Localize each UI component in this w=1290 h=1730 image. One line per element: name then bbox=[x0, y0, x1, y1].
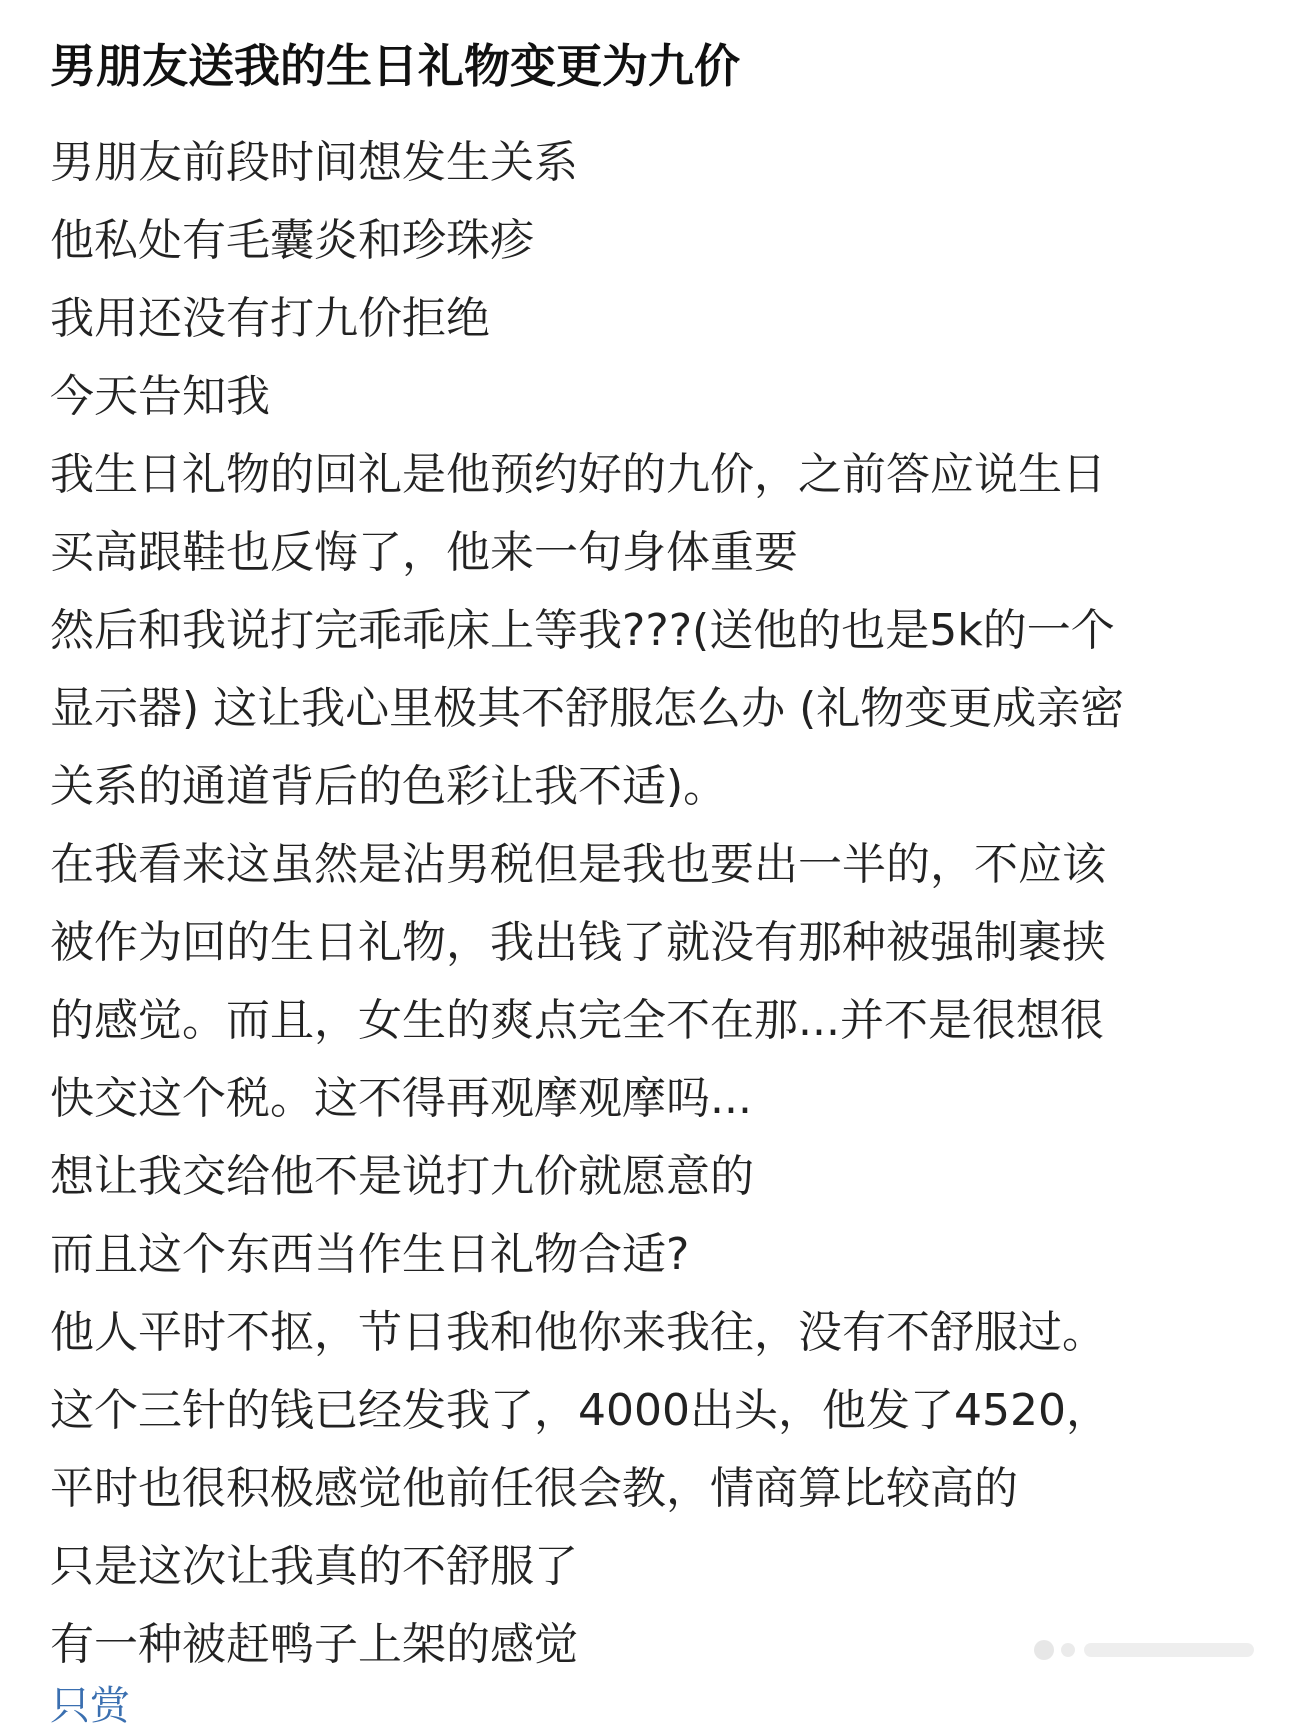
post bbox=[50, 30, 1250, 1684]
post-line: 只是这次让我真的不舒服了 bbox=[50, 1541, 578, 1592]
post-line: 想让我交给他不是说打九价就愿意的 bbox=[50, 1151, 754, 1202]
post-line: 关系的通道背后的色彩让我不适)。 bbox=[50, 761, 728, 812]
post-line: 的感觉。而且，女生的爽点完全不在那...并不是很想很 bbox=[50, 995, 1104, 1046]
watermark-logo bbox=[1030, 1627, 1270, 1673]
post-line: 而且这个东西当作生日礼物合适? bbox=[50, 1229, 690, 1280]
post-line: 有一种被赶鸭子上架的感觉 bbox=[50, 1619, 578, 1670]
post-line: 我用还没有打九价拒绝 bbox=[50, 293, 490, 344]
post-line: 快交这个税。这不得再观摩观摩吗... bbox=[50, 1073, 752, 1124]
post-body bbox=[50, 124, 1250, 1684]
post-line: 买高跟鞋也反悔了，他来一句身体重要 bbox=[50, 527, 798, 578]
post-line: 他人平时不抠，节日我和他你来我往，没有不舒服过。 bbox=[50, 1307, 1106, 1358]
post-line: 在我看来这虽然是沾男税但是我也要出一半的，不应该 bbox=[50, 839, 1106, 890]
post-line: 今天告知我 bbox=[50, 371, 270, 422]
post-line: 平时也很积极感觉他前任很会教，情商算比较高的 bbox=[50, 1463, 1018, 1514]
post-title: 男朋友送我的生日礼物变更为九价 bbox=[50, 39, 740, 93]
post-line: 然后和我说打完乖乖床上等我???(送他的也是5k的一个 bbox=[50, 605, 1115, 656]
post-line: 这个三针的钱已经发我了，4000出头，他发了4520， bbox=[50, 1385, 1110, 1436]
more-link[interactable]: 只赏 bbox=[50, 1683, 130, 1729]
post-line: 男朋友前段时间想发生关系 bbox=[50, 137, 578, 188]
post-line: 被作为回的生日礼物，我出钱了就没有那种被强制裹挟 bbox=[50, 917, 1106, 968]
post-line: 显示器) 这让我心里极其不舒服怎么办 (礼物变更成亲密 bbox=[50, 683, 1125, 734]
post-line: 我生日礼物的回礼是他预约好的九价，之前答应说生日 bbox=[50, 449, 1106, 500]
post-line: 他私处有毛囊炎和珍珠疹 bbox=[50, 215, 534, 266]
